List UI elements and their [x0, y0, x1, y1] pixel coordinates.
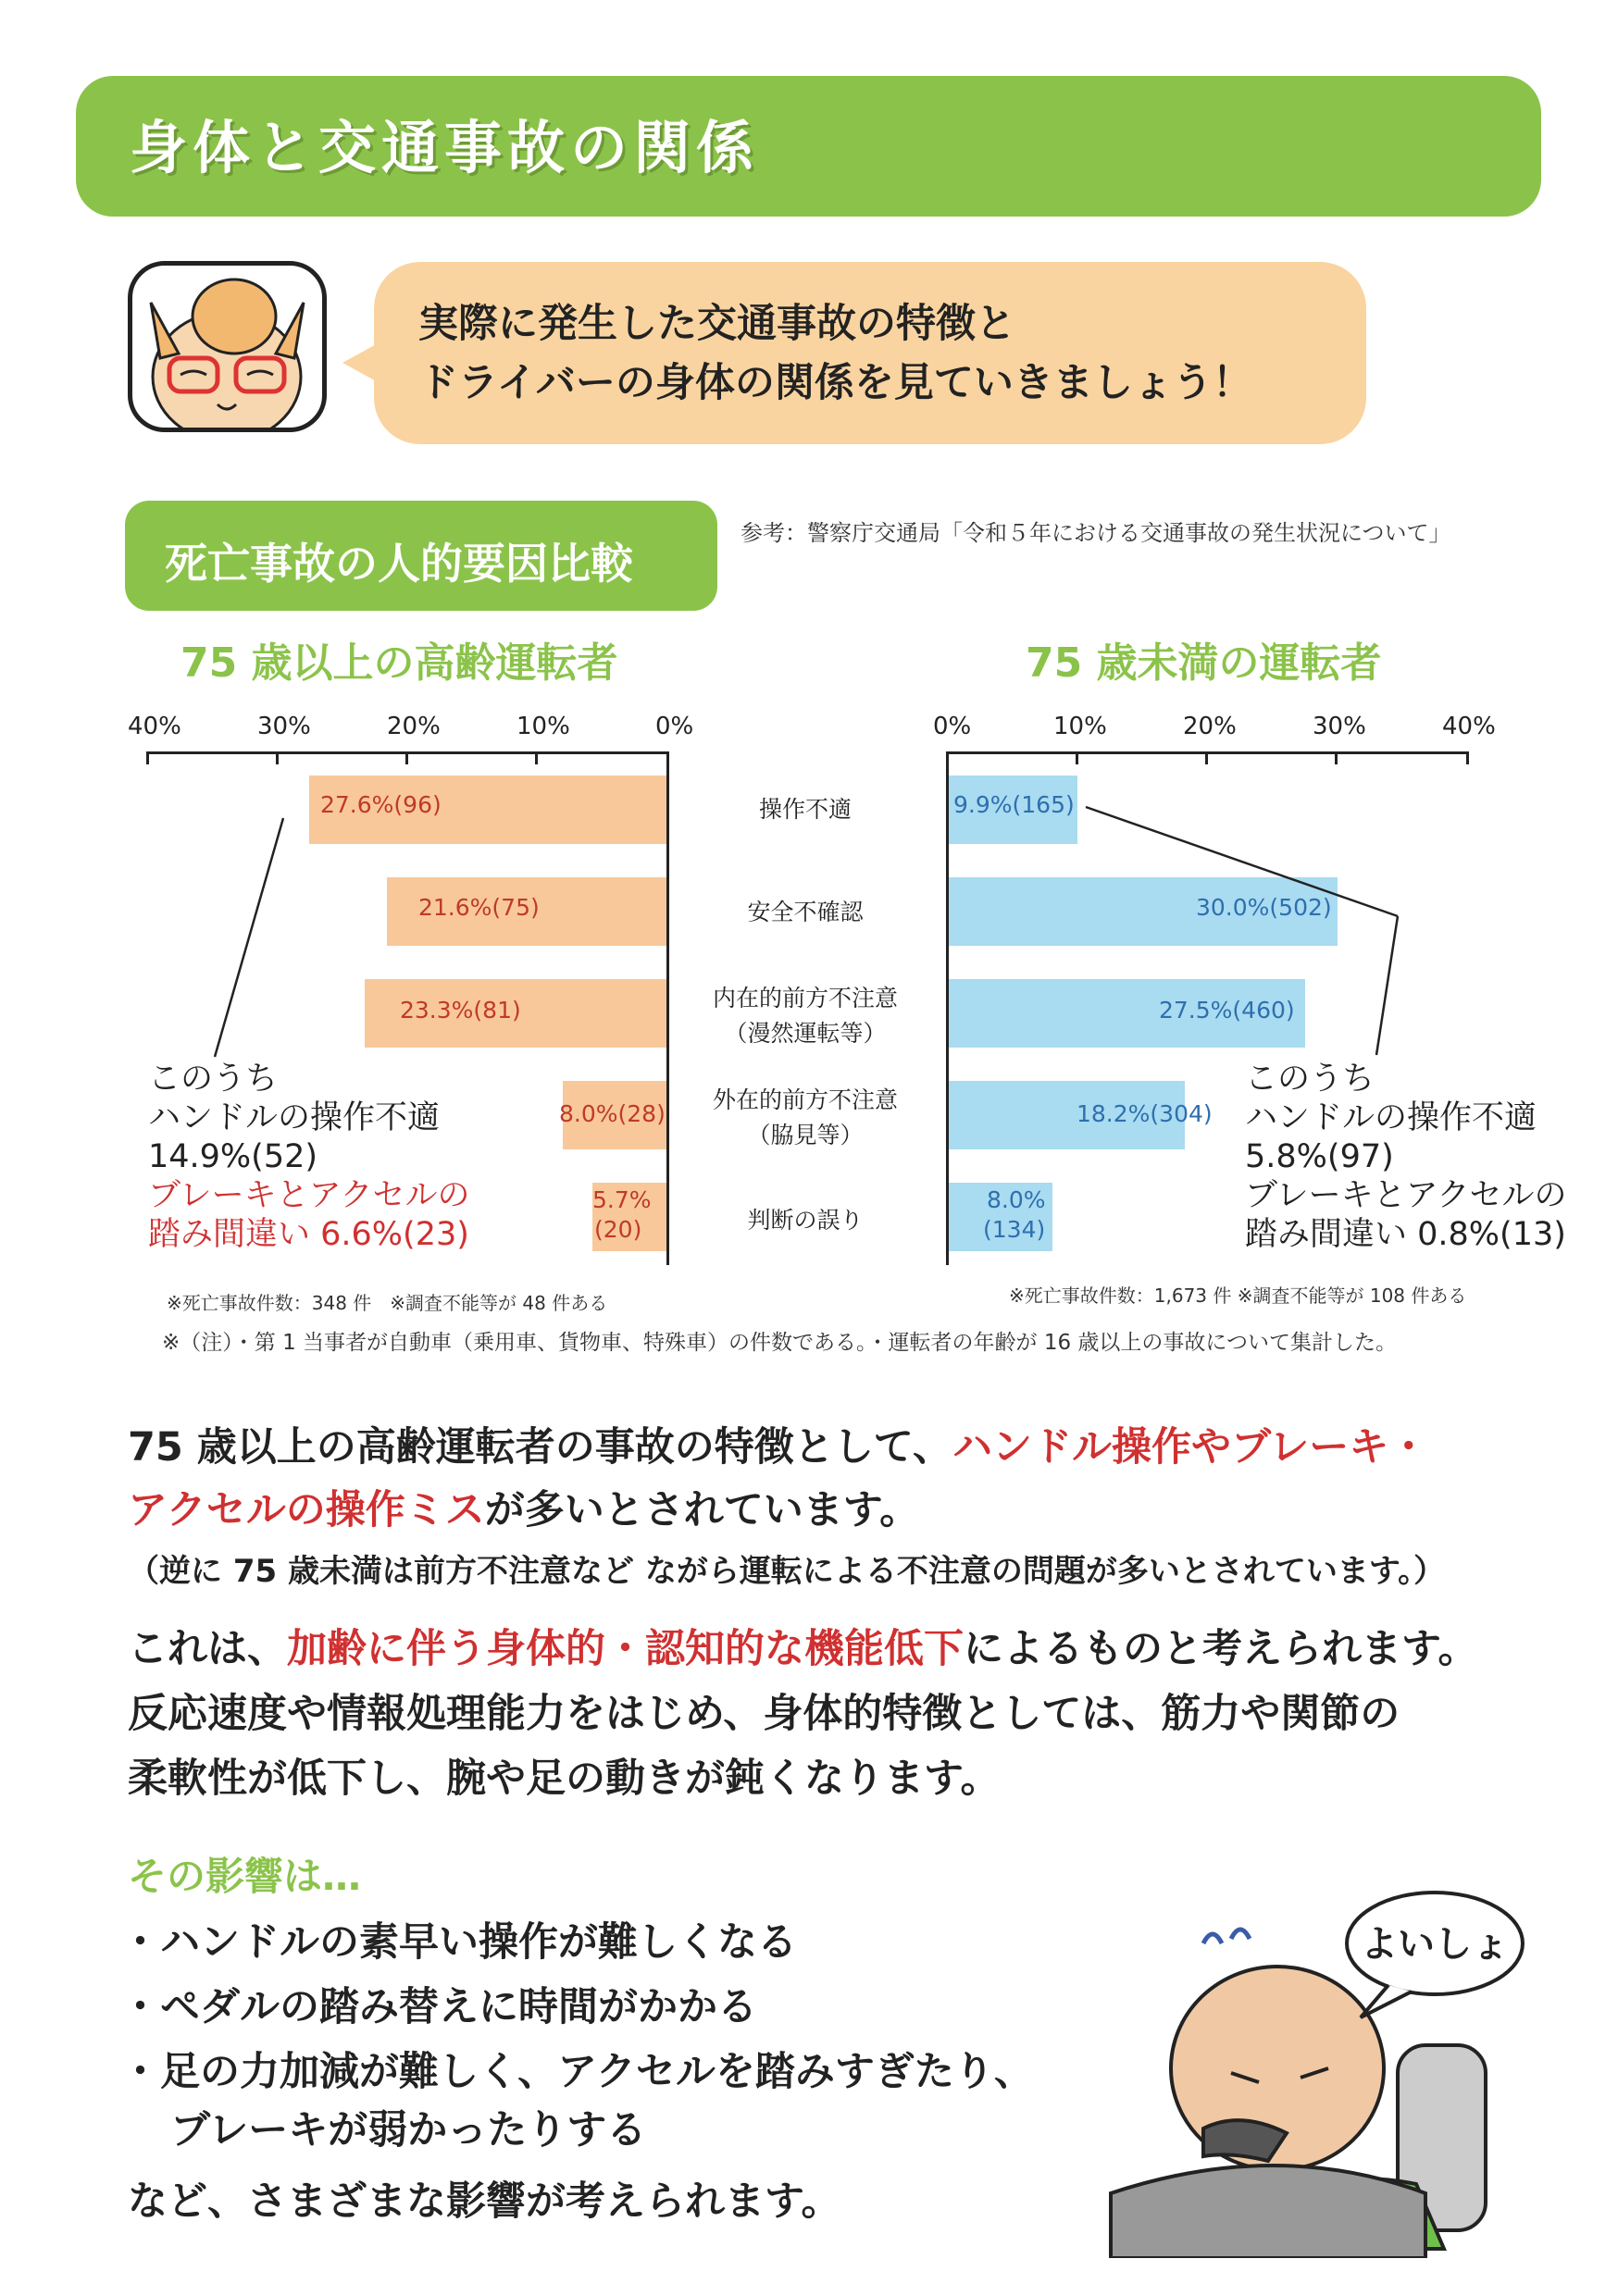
tick-label: 10%	[1053, 713, 1107, 740]
effects-tail: など、さまざまな影響が考えられます。	[128, 2178, 841, 2225]
para2-text: これは、	[128, 1626, 287, 1672]
callout-line-left	[215, 818, 283, 1057]
category-label: 内在的前方不注意	[712, 985, 898, 1011]
data-label: 21.6%(75)	[418, 894, 540, 921]
tick-label: 10%	[517, 713, 570, 740]
data-label: 23.3%(81)	[400, 997, 521, 1024]
note-left-line: 踏み間違い 6.6%(23)	[148, 1216, 469, 1253]
footnote-left: ※死亡事故件数：348 件 ※調査不能等が 48 件ある	[167, 1292, 608, 1314]
para2-text: によるものと考えられます。	[964, 1626, 1478, 1672]
note-left-line: ハンドルの操作不適	[148, 1099, 441, 1136]
speech-bubble-tail	[1361, 1985, 1412, 2017]
chart-title-left: 75 歳以上の高齢運転者	[180, 639, 618, 687]
effects-item: ・足の力加減が難しく、アクセルを踏みすぎたり、	[120, 2049, 1034, 2095]
tick-label: 20%	[387, 713, 441, 740]
para2-highlight: 加齢に伴う身体的・認知的な機能低下	[287, 1626, 964, 1672]
category-label: （漫然運転等）	[724, 1020, 887, 1047]
footnote-main: ※（注）・第 1 当事者が自動車（乗用車、貨物車、特殊車）の件数である。・運転者の年齢が 16 歳以上の事故について集計した。	[162, 1331, 1397, 1355]
intro-line-2: ドライバーの身体の関係を見ていきましょう！	[418, 360, 1252, 406]
callout-line-right-a	[1086, 807, 1398, 916]
para2-line2: 反応速度や情報処理能力をはじめ、身体的特徴としては、筋力や関節の	[128, 1691, 1400, 1737]
note-left	[148, 1060, 470, 1254]
data-label: 27.6%(96)	[320, 791, 442, 818]
para2-line1	[128, 1618, 1478, 1674]
para1-highlight: アクセルの操作ミス	[128, 1487, 485, 1533]
effects-heading: その影響は…	[128, 1854, 362, 1899]
tick-label: 40%	[128, 713, 181, 740]
tick-label: 20%	[1183, 713, 1237, 740]
speech-text: よいしょ	[1361, 1923, 1509, 1966]
data-label: 30.0%(502)	[1196, 894, 1332, 921]
para2-line3: 柔軟性が低下し、腕や足の動きが鈍くなります。	[128, 1756, 1001, 1802]
section-label-text: 死亡事故の人的要因比較	[165, 539, 633, 589]
tick-label: 0%	[933, 713, 972, 740]
data-label: 8.0%(28)	[559, 1100, 666, 1127]
para1-line3: （逆に 75 歳未満は前方不注意など ながら運転による不注意の問題が多いとされています。）	[128, 1553, 1446, 1590]
data-label: (20)	[594, 1216, 642, 1243]
para1-text: が多いとされています。	[484, 1487, 920, 1533]
effects-item: ・ペダルの踏み替えに時間がかかる	[120, 1984, 757, 2030]
data-label: 9.9%(165)	[953, 791, 1075, 818]
para1-line1	[128, 1416, 1428, 1472]
tick-label: 0%	[655, 713, 694, 740]
para1-line2	[128, 1479, 919, 1535]
data-label: 18.2%(304)	[1077, 1100, 1213, 1127]
note-right-line: ブレーキとアクセルの	[1245, 1177, 1567, 1214]
note-left-line: 14.9%(52)	[148, 1138, 318, 1175]
note-right-line: 踏み間違い 0.8%(13)	[1245, 1216, 1566, 1253]
tick-label: 30%	[257, 713, 311, 740]
note-right-line: このうち	[1245, 1061, 1375, 1098]
para1-text: 75 歳以上の高齢運転者の事故の特徴として、	[128, 1424, 952, 1471]
tick-label: 30%	[1313, 713, 1366, 740]
chart-title-right: 75 歳未満の運転者	[1026, 639, 1382, 687]
category-label: 操作不適	[758, 796, 852, 823]
effects-item: ・ハンドルの素早い操作が難しくなる	[120, 1919, 797, 1966]
driver-illustration	[1092, 1888, 1537, 2258]
footnote-right: ※死亡事故件数：1,673 件 ※調査不能等が 108 件ある	[1009, 1285, 1467, 1307]
intro-line-1: 実際に発生した交通事故の特徴と	[418, 301, 1015, 347]
source-note: 参考：警察庁交通局「令和５年における交通事故の発生状況について」	[741, 520, 1451, 546]
data-label: 8.0%	[987, 1186, 1046, 1213]
category-label: 安全不確認	[747, 899, 864, 925]
data-label: 5.7%	[592, 1186, 652, 1213]
category-label: （脇見等）	[747, 1122, 864, 1148]
effects-item: ブレーキが弱かったりする	[170, 2107, 647, 2153]
data-label: (134)	[983, 1216, 1046, 1243]
callout-line-right-b	[1376, 916, 1398, 1055]
tick-label: 40%	[1442, 713, 1496, 740]
para1-highlight: ハンドル操作やブレーキ・	[952, 1424, 1429, 1471]
category-label: 外在的前方不注意	[712, 1086, 898, 1113]
note-right-line: ハンドルの操作不適	[1245, 1099, 1537, 1136]
category-label: 判断の誤り	[747, 1207, 864, 1234]
page-title: 身体と交通事故の関係	[130, 114, 760, 181]
note-right	[1245, 1060, 1567, 1254]
data-label: 27.5%(460)	[1159, 997, 1295, 1024]
note-right-line: 5.8%(97)	[1245, 1138, 1394, 1175]
note-left-line: このうち	[148, 1061, 279, 1098]
note-left-line: ブレーキとアクセルの	[148, 1177, 470, 1214]
